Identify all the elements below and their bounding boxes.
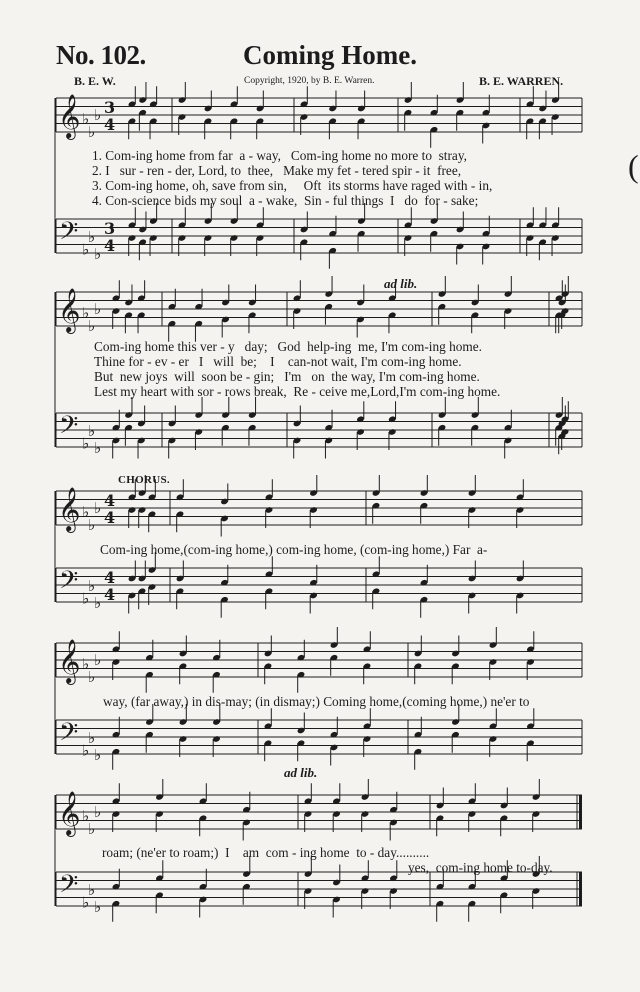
verse1-bass-time-bottom: 4 <box>104 236 116 255</box>
verse-3-line-a: 3. Com-ing home, oh, save from sin, Oft its storms have raged with - in, <box>92 178 493 193</box>
chorus3-treble-treble-clef-icon: 𝄞 <box>58 791 81 835</box>
chorus3-bass-flat-icon: ♭ <box>94 897 102 916</box>
ad-lib-marking-chorus: ad lib. <box>284 765 318 780</box>
verse1-treble-treble-clef-icon: 𝄞 <box>58 94 81 138</box>
chorus1-bass-flat-icon: ♭ <box>82 589 90 608</box>
verse2-bass-flat-icon: ♭ <box>94 438 102 457</box>
chorus3-bass-flat-icon: ♭ <box>82 893 90 912</box>
verse-2-line-a: 2. I sur - ren - der, Lord, to thee, Make my fet - tered spir - it free, <box>92 163 462 178</box>
chorus2-treble-flat-icon: ♭ <box>88 668 96 686</box>
chorus-line-2: way, (far away,) in dis-may; (in dismay;) Coming home,(coming home,) ne'er to <box>103 694 530 709</box>
verse-1-line-b: Com-ing home this ver - y day; God help-ing me, I'm com-ing home. <box>94 339 482 354</box>
chorus1-bass-time-bottom: 4 <box>104 585 116 604</box>
verse2-bass-flat-icon: ♭ <box>82 434 90 453</box>
verse-4-line-a: 4. Con-science bids my soul a - wake, Sin - ful things I do for - sake; <box>92 193 479 208</box>
verse1-bass-flat-icon: ♭ <box>94 244 102 263</box>
verse2-treble-flat-icon: ♭ <box>94 300 102 318</box>
verse1-treble-flat-icon: ♭ <box>82 110 90 128</box>
chorus2-bass-flat-icon: ♭ <box>94 745 102 764</box>
chorus1-treble-time-bottom: 4 <box>104 508 116 527</box>
page-edge-mark: ( <box>628 148 639 184</box>
copyright-notice: Copyright, 1920, by B. E. Warren. <box>244 76 375 86</box>
chorus-line-1: Com-ing home,(com-ing home,) com-ing home, (com-ing home,) Far a- <box>100 542 488 557</box>
chorus3-treble-final-thick <box>579 795 582 829</box>
chorus2-bass-flat-icon: ♭ <box>82 741 90 760</box>
verse1-bass-time-top: 3 <box>104 219 116 238</box>
verse-1-line-a: 1. Com-ing home from far a - way, Com-ing home no more to stray, <box>92 148 467 163</box>
ad-lib-marking-verse: ad lib. <box>384 276 418 291</box>
chorus2-treble-treble-clef-icon: 𝄞 <box>58 639 81 683</box>
chorus1-treble-flat-icon: ♭ <box>94 499 102 517</box>
hymn-number: No. 102. <box>56 40 146 70</box>
chorus2-bass-flat-icon: ♭ <box>88 728 96 747</box>
hymn-title-text: Coming Home. <box>243 40 417 70</box>
chorus2-treble-flat-icon: ♭ <box>82 655 90 673</box>
verse-4-line-b: Lest my heart with sor - rows break, Re - ceive me,Lord,I'm com-ing home. <box>94 384 501 399</box>
chorus3-bass-final-thick <box>579 872 582 906</box>
chorus3-treble-flat-icon: ♭ <box>82 807 90 825</box>
verse-3-line-b: But new joys will soon be - gin; I'm on the way, I'm com-ing home. <box>94 369 480 384</box>
chorus1-treble-treble-clef-icon: 𝄞 <box>58 487 81 531</box>
chorus3-bass-flat-icon: ♭ <box>88 880 96 899</box>
chorus1-bass-flat-icon: ♭ <box>94 593 102 612</box>
chorus-label: CHORUS. <box>118 474 170 486</box>
verse2-treble-treble-clef-icon: 𝄞 <box>58 288 81 332</box>
chorus3-treble-flat-icon: ♭ <box>88 820 96 838</box>
verse1-treble-flat-icon: ♭ <box>88 123 96 141</box>
chorus-line-3a: roam; (ne'er to roam;) I am com - ing home to - day.......... <box>102 845 430 860</box>
verse2-treble-flat-icon: ♭ <box>82 304 90 322</box>
verse1-treble-time-top: 3 <box>104 98 116 117</box>
verse2-bass-flat-icon: ♭ <box>88 421 96 440</box>
music-credit: B. E. WARREN. <box>479 74 564 88</box>
chorus3-bass-bass-clef-icon: 𝄢 <box>59 870 79 905</box>
chorus1-treble-flat-icon: ♭ <box>82 503 90 521</box>
verse2-treble-flat-icon: ♭ <box>88 317 96 335</box>
chorus2-treble-flat-icon: ♭ <box>94 651 102 669</box>
chorus1-bass-flat-icon: ♭ <box>88 576 96 595</box>
chorus1-bass-bass-clef-icon: 𝄢 <box>59 566 79 601</box>
verse1-treble-time-bottom: 4 <box>104 115 116 134</box>
verse1-bass-flat-icon: ♭ <box>82 240 90 259</box>
chorus1-treble-time-top: 4 <box>104 491 116 510</box>
verse1-bass-flat-icon: ♭ <box>88 227 96 246</box>
verse2-bass-bass-clef-icon: 𝄢 <box>59 411 79 446</box>
chorus1-bass-time-top: 4 <box>104 568 116 587</box>
verse1-bass-bass-clef-icon: 𝄢 <box>59 217 79 252</box>
verse-2-line-b: Thine for - ev - er I will be; I can-not wait, I'm com-ing home. <box>94 354 462 369</box>
verse1-treble-flat-icon: ♭ <box>94 106 102 124</box>
chorus2-bass-bass-clef-icon: 𝄢 <box>59 718 79 753</box>
chorus3-treble-flat-icon: ♭ <box>94 803 102 821</box>
chorus1-treble-flat-icon: ♭ <box>88 516 96 534</box>
chorus-line-3b: yes, com-ing home to-day. <box>408 860 553 875</box>
words-credit: B. E. W. <box>74 74 116 88</box>
